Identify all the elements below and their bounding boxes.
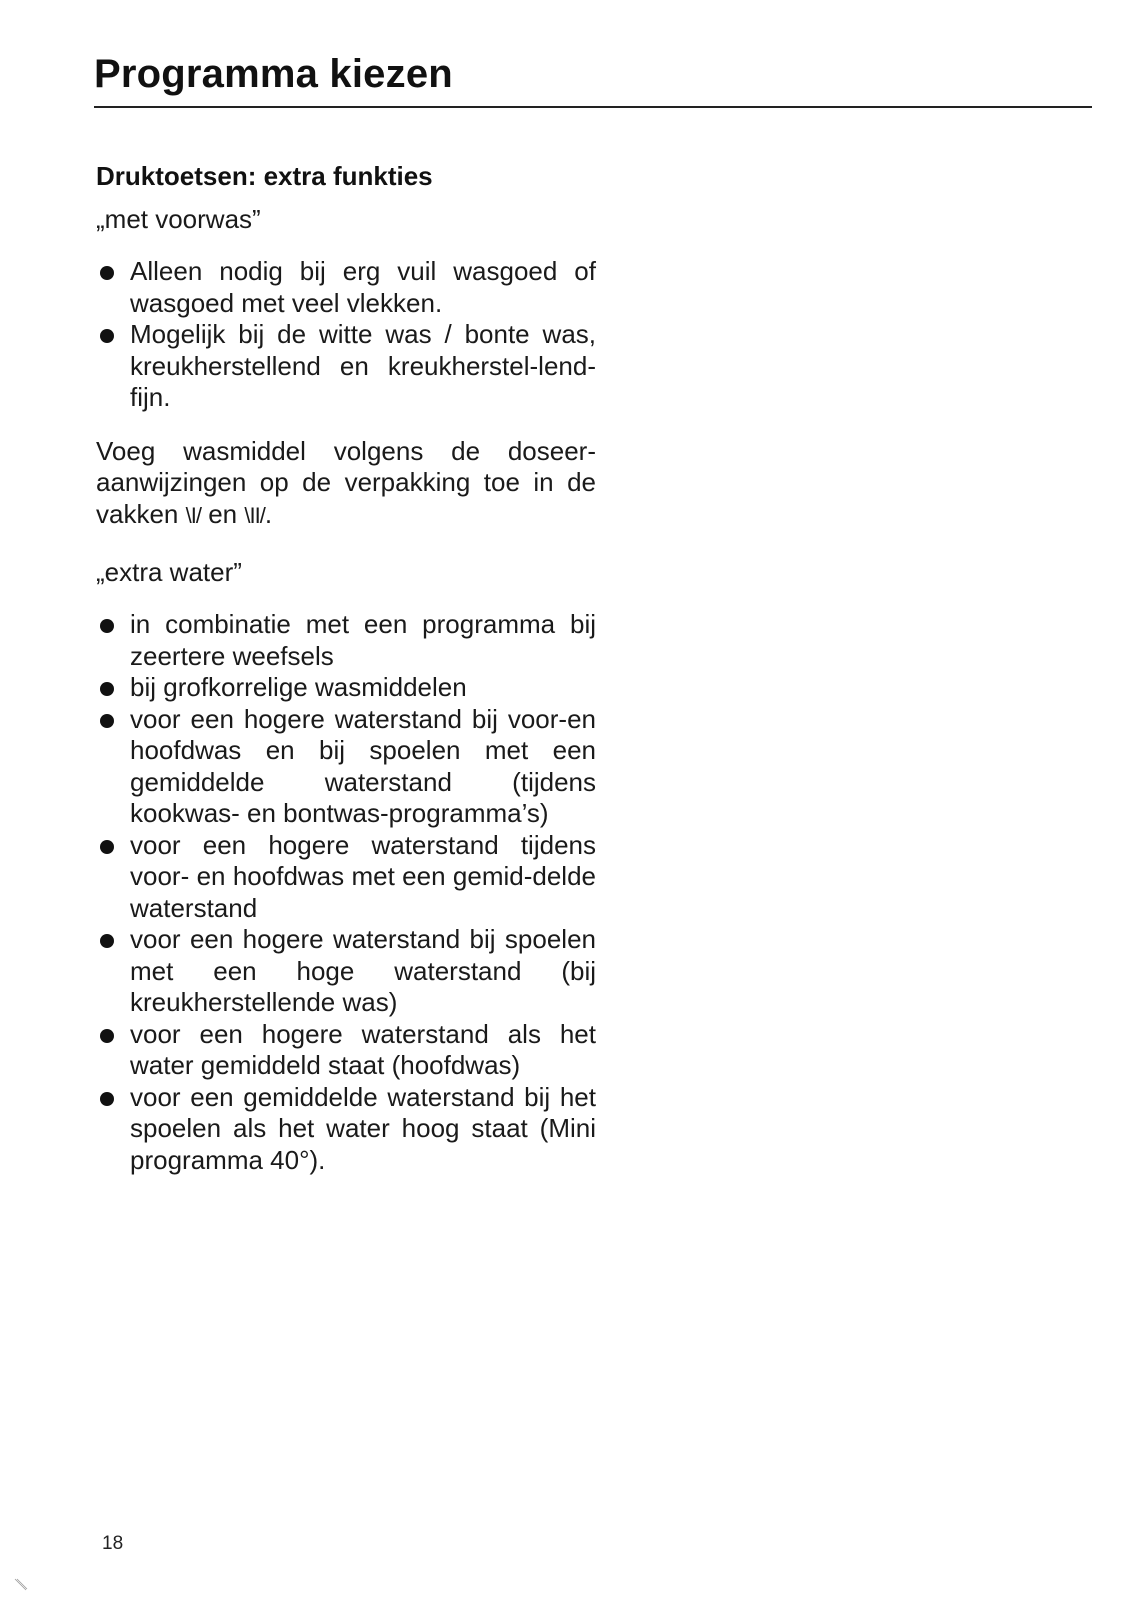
list-item-text: Mogelijk bij de witte was / bonte was, kreukherstellend en kreukherstel-lend-fijn. — [130, 319, 596, 412]
bullet-dot-icon — [100, 266, 114, 280]
list-item-text: voor een hogere waterstand bij voor-en hoofdwas en bij spoelen met een gemiddelde waterstand (tijdens kookwas- en bontwas-programma’s) — [130, 703, 596, 828]
list-item — [96, 1019, 596, 1082]
extra-water-heading: „extra water” — [96, 557, 242, 587]
list-item — [96, 319, 596, 414]
list-item — [96, 704, 596, 830]
list-item — [96, 672, 596, 704]
page-number: 18 — [102, 1533, 124, 1554]
voorwas-bullet-list — [96, 256, 596, 414]
content-column — [96, 158, 596, 1176]
bullet-dot-icon — [100, 934, 114, 948]
list-item — [96, 256, 596, 319]
bullet-dot-icon — [100, 840, 114, 854]
title-rule — [94, 106, 1092, 108]
dosage-connector: en — [208, 498, 238, 529]
list-item — [96, 1082, 596, 1177]
list-item-text: voor een hogere waterstand tijdens voor- en hoofdwas met een gemid-delde waterstand — [130, 829, 596, 923]
dosage-end: . — [264, 498, 273, 529]
list-item-text: voor een gemiddelde waterstand bij het spoelen als het water hoog staat (Mini programma 40°). — [130, 1081, 596, 1175]
list-item — [96, 924, 596, 1019]
list-item — [96, 830, 596, 925]
bullet-dot-icon — [100, 329, 114, 343]
voorwas-heading: „met voorwas” — [96, 204, 261, 234]
list-item-text: Alleen nodig bij erg vuil wasgoed of wasgoed met veel vlekken. — [130, 256, 596, 318]
extra-water-bullet-list — [96, 609, 596, 1176]
page-title: Programma kiezen — [94, 52, 453, 96]
list-item-text: bij grofkorrelige wasmiddelen — [130, 672, 467, 702]
bullet-dot-icon — [100, 682, 114, 696]
bullet-dot-icon — [100, 619, 114, 633]
tray-2-icon: \II/ — [244, 502, 265, 528]
scan-mark-icon — [14, 1578, 28, 1592]
tray-1-icon: \I/ — [185, 502, 201, 528]
section-heading: Druktoetsen: extra funkties — [96, 161, 433, 191]
dosage-text: Voeg wasmiddel volgens de doseer-aanwijzingen op de verpakking toe in de vakken — [96, 435, 596, 529]
list-item-text: voor een hogere waterstand als het water gemiddeld staat (hoofdwas) — [130, 1018, 596, 1080]
list-item-text: in combinatie met een programma bij zeertere weefsels — [130, 609, 596, 671]
bullet-dot-icon — [100, 1092, 114, 1106]
list-item-text: voor een hogere waterstand bij spoelen met een hoge waterstand (bij kreukherstellende was) — [130, 924, 596, 1017]
bullet-dot-icon — [100, 714, 114, 728]
bullet-dot-icon — [100, 1029, 114, 1043]
list-item — [96, 609, 596, 672]
dosage-paragraph — [96, 436, 596, 532]
